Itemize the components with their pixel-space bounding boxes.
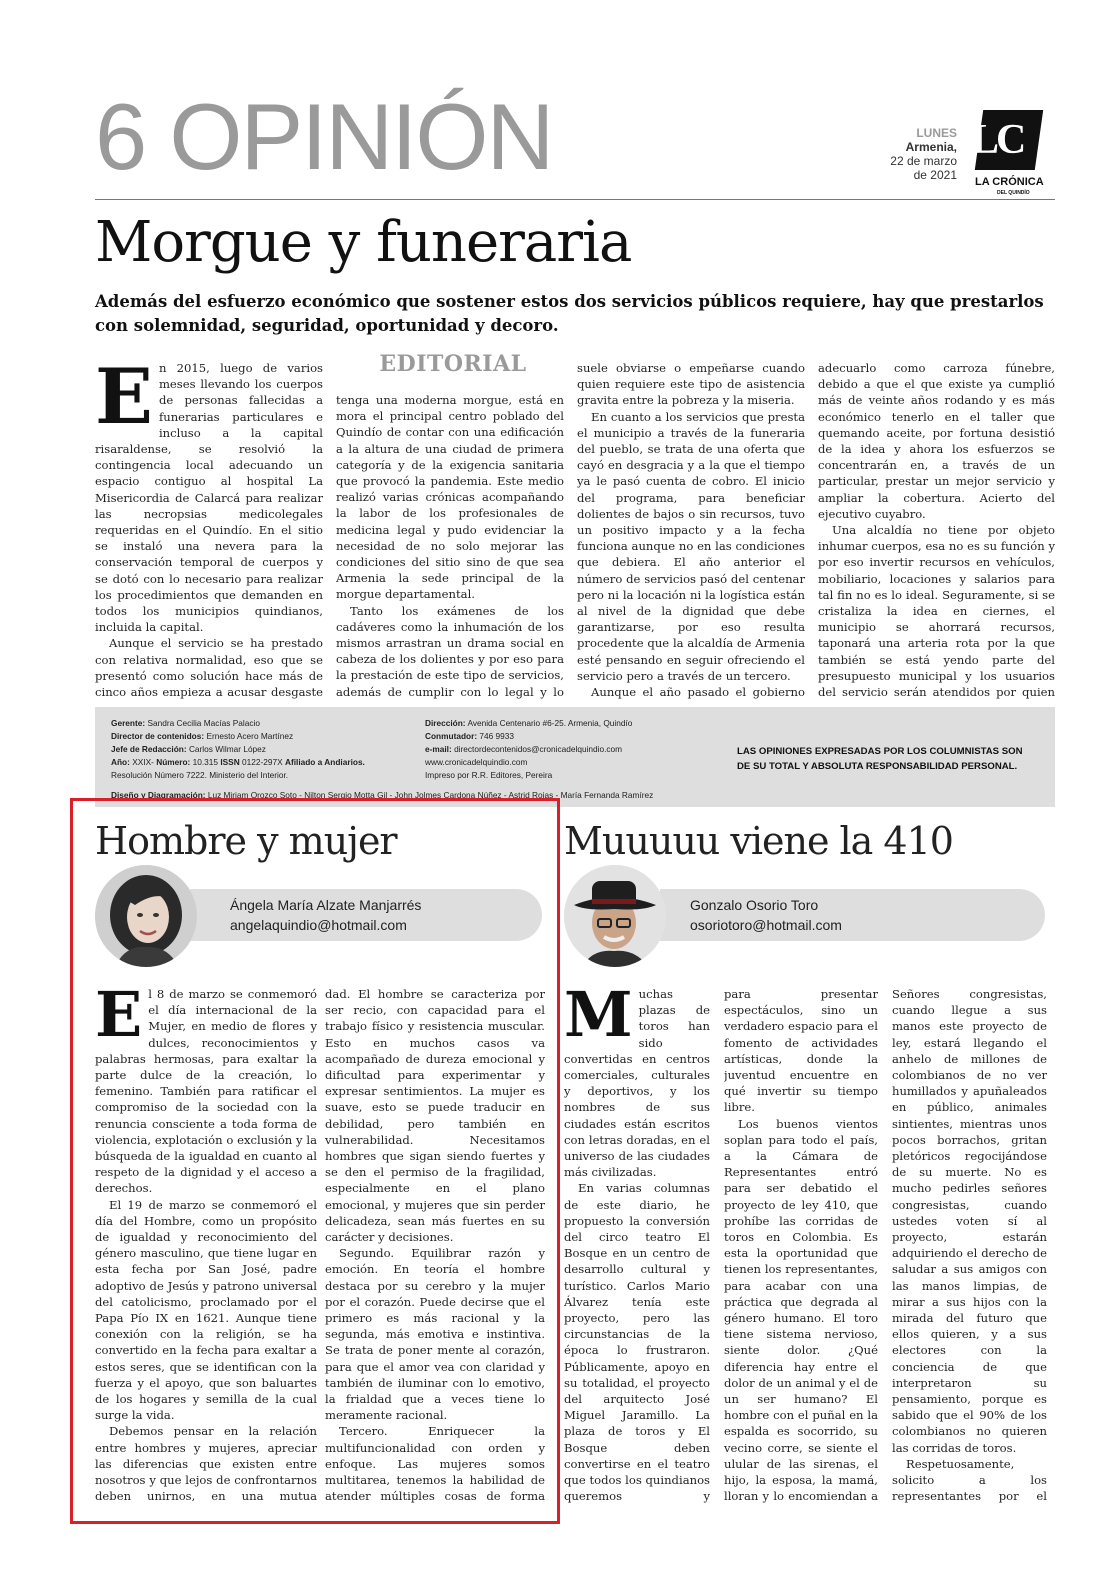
column-paragraph xyxy=(95,986,317,1197)
staff-conmutador: 746 9933 xyxy=(479,731,515,741)
editorial-column-2 xyxy=(336,392,564,700)
staff-label: e-mail: xyxy=(425,744,452,754)
column-left-author: Ángela María Alzate Manjarrés xyxy=(230,897,422,913)
date-line-2: de 2021 xyxy=(913,168,957,182)
staff-numero: 10.315 xyxy=(192,757,219,767)
author-avatar-right xyxy=(564,865,666,967)
date-line-1: 22 de marzo xyxy=(890,154,957,168)
staff-label: Director de contenidos: xyxy=(111,731,205,741)
staff-label: ISSN xyxy=(220,757,240,767)
staff-issn: 0122-297X xyxy=(242,757,283,767)
logo-name: LA CRÓNICA xyxy=(975,176,1044,188)
newspaper-logo xyxy=(967,110,1055,202)
editorial-dropcap: E xyxy=(95,360,153,441)
staff-disclaimer: LAS OPINIONES EXPRESADAS POR LOS COLUMNISTAS SON DE SU TOTAL Y ABSOLUTA RESPONSABILIDAD PERSONAL. xyxy=(737,746,1023,772)
editorial-paragraph: adecuarlo como carroza fúnebre, debido a que el que existe ya cumplió más de veinte años rodando y es más económico tenerlo en el taller que quemando aceite, por fortuna desistió de la idea y ahora los esfuerzos se concentrarán en, a través de un particular, prestar un mejor servicio y ampliar la cobertura. Acierto del ejecutivo cuyabro. xyxy=(818,361,1055,521)
editorial-paragraph: Una alcaldía no tiene por objeto inhumar cuerpos, esa no es su función y por eso invertir recursos en vehículos, mobiliario, locaciones y salarios para tal fin no es lo ideal. Seguramente, si se cristaliza la idea en ciernes, el municipio se ahorrará recursos, taponará una arteria rota por la que también se está yendo parte del presupuesto municipal y los usuarios del servicio serán atendidos por quien xyxy=(818,523,1055,700)
editorial-paragraph: Aunque el servicio se ha prestado con relativa normalidad, eso que se presentó como solución hace más de cinco años empieza a acusar desgaste xyxy=(95,636,323,700)
editorial-text: n 2015, luego de varios meses llevando los cuerpos de personas fallecidas a funerarias particulares e incluso a la capital risaraldense, se resolvió la contingencia local adecuando un espacio contiguo al hospital La Misericordia de Calarcá para realizar las necropsias medicolegales requeridas en el Quindío. En el sitio se instaló una nevera para la conservación temporal de cuerpos y se dotó con lo necesario para realizar los procedimientos que demanden en todos los municipios quindianos, incluida la capital. xyxy=(95,361,323,635)
column-paragraph: Tercero. Enriquecer la multifuncionalidad con orden y enfoque. Las mujeres somos multitarea, tenemos la habilidad de atender múltiples cosas de forma xyxy=(325,1424,545,1504)
page-header xyxy=(95,84,1055,200)
staff-right xyxy=(425,717,725,782)
staff-afiliado: Afiliado a Andiarios. xyxy=(284,757,365,767)
column-paragraph: Señores congresistas, cuando llegue a sus manos este proyecto de ley, estará llegando el anhelo de millones de colombianos de no ver humillados y apuñaleados en público, animales sintientes, mientras unos pocos borrachos, gritan pletóricos regocijándose de su muerte. No es mucho pedirles señores congresistas, cuando ustedes voten sí al proyecto, estarán adquiriendo el derecho de saludar a sus amigos con las manos limpias, de mirar a sus hijos con la mirada del futuro que ellos quieren, y a sus electores con la conciencia de que interpretaron su pensamiento, porque es sabido que el 90% de los colombianos no quieren las corridas de toros. xyxy=(892,987,1047,1455)
column-right-text-3 xyxy=(892,986,1047,1506)
column-text: l 8 de marzo se conmemoró el día internacional de la Mujer, en medio de flores y dulces, reconocimientos y palabras hermosas, para exaltar la parte dulce de la creación, lo femenino. También para ratificar el compromiso de la sociedad con la renuncia consciente a toda forma de violencia, explotación o exclusión y la búsqueda de la igualdad en cuanto al respeto de la dignidad y el acceso a derechos. xyxy=(95,987,317,1196)
column-paragraph: Respetuosamente, solicito a los representantes por el xyxy=(892,1456,1047,1504)
logo-sub: DEL QUINDÍO xyxy=(997,190,1030,196)
editorial-label: EDITORIAL xyxy=(379,351,527,377)
column-left-dropcap: E xyxy=(95,986,143,1051)
date-city: Armenia, xyxy=(905,140,957,154)
staff-direccion: Avenida Centenario #6-25. Armenia, Quindío xyxy=(467,718,633,728)
logo-letters: LC xyxy=(971,117,1024,163)
column-paragraph: Los buenos vientos soplan para todo el país, a la Cámara de Representantes entró para ser debatido el proyecto de ley 410, que prohíbe las corridas de toros en Colombia. Es esta la oportunidad que tienen los representantes, para acabar con una práctica que degrada al género humano. El toro tiene sistema nervioso, siente dolor. ¿Qué diferencia hay entre el dolor de un animal y el de un ser humano? El hombre con el puñal en la espalda es socorrido, su vecino corre, se siente el ulular de las sirenas, el hijo, la esposa, la mamá, lloran y lo encomiendan a xyxy=(724,1116,878,1504)
date-day: LUNES xyxy=(916,126,957,140)
column-right-text-2 xyxy=(724,986,878,1506)
column-right-title: Muuuuu viene la 410 xyxy=(564,819,953,863)
editorial-paragraph: suele obviarse o empeñarse cuando quien requiere este tipo de asistencia gravita entre la pobreza y la miseria. xyxy=(577,361,805,408)
staff-gerente: Sandra Cecilia Macías Palacio xyxy=(147,718,260,728)
column-text: uchas plazas de toros han sido convertidas en centros comerciales, culturales y deportivos, y los nombres de sus ciudades están escritos con letras doradas, en el universo de las ciudades más civilizadas. xyxy=(564,987,710,1180)
staff-web-link[interactable]: www.cronicadelquindio.com xyxy=(425,757,528,767)
column-paragraph: Segundo. Equilibrar razón y emoción. En teoría el hombre destaca por su cerebro y la mujer por el corazón. Puede decirse que el primero es más racional y la segunda, más emotiva e instintiva. Se trata de poner mente al corazón, para que el amor vea con claridad y también de iluminar con lo emotivo, la frialdad que a veces tiene lo meramente racional. xyxy=(325,1246,545,1423)
staff-design xyxy=(111,789,811,802)
staff-impreso: Impreso por R.R. Editores, Pereira xyxy=(425,770,553,780)
staff-label: Conmutador: xyxy=(425,731,478,741)
column-right-dropcap: M xyxy=(564,986,633,1051)
staff-diseno: Luz Miriam Orozco Soto - Nilton Sergio Motta Gil - John Jolmes Cardona Núñez - Astrid Rojas - María Fernanda Ramírez xyxy=(207,790,654,800)
staff-box xyxy=(95,707,1055,807)
man-with-hat-portrait-icon xyxy=(564,865,666,967)
column-left-email[interactable]: angelaquindio@hotmail.com xyxy=(230,917,407,933)
column-paragraph xyxy=(564,986,710,1180)
staff-label: Dirección: xyxy=(425,718,466,728)
editorial-title: Morgue y funeraria xyxy=(95,210,632,275)
editorial-column-4 xyxy=(818,360,1055,700)
staff-label: Diseño y Diagramación: xyxy=(111,790,206,800)
column-right-text-1 xyxy=(564,986,710,1506)
editorial-column-1 xyxy=(95,360,323,700)
column-paragraph: dad. El hombre se caracteriza por ser recio, con capacidad para el trabajo físico y resistencia muscular. Esto en muchos casos va acompañado de dureza emocional y dificultad para experimentar y expresar sentimientos. La mujer es suave, esto se puede traducir en debilidad, pero también en vulnerabilidad. Necesitamos hombres que sigan siendo fuertes y se den el permiso de la fragilidad, especialmente en el plano emocional, y mujeres que sin perder delicadeza, sean más fuertes en su carácter y decisiones. xyxy=(325,987,545,1245)
staff-jefe: Carlos Wilmar López xyxy=(188,744,266,754)
section-title: 6 OPINIÓN xyxy=(95,84,553,189)
editorial-paragraph: Aunque el año pasado el gobierno xyxy=(591,685,805,700)
editorial-paragraph: En cuanto a los servicios que presta el municipio a través de la funeraria del pueblo, se trata de una oferta que cayó en desgracia y a la que el tiempo ya le pasó cuenta de cobro. El inicio del programa, para beneficiar dolientes de bajos o sin recursos, tuvo un positivo impacto y a la fecha funciona aunque no en las condiciones que debiera. El año anterior el número de servicios pasó del centenar pero ni la locación ni la logística están al nivel de la dignidad que debe garantizarse, por eso resulta procedente que la alcaldía de Armenia esté pensando en seguir ofreciendo el servicio pero a través de un tercero. xyxy=(577,409,805,683)
column-paragraph: En varias columnas de este diario, he propuesto la conversión del circo teatro El Bosque en un centro de desarrollo cultural y turístico. Carlos Mario Álvarez tenía este proyecto, pero las circunstancias de la época lo frustraron. Públicamente, apoyo en su totalidad, el proyecto del arquitecto José Miguel Jaramillo. La plaza de toros y El Bosque deben convertirse en el teatro que todos los quindianos queremos y xyxy=(564,1181,710,1504)
staff-email-link[interactable]: directordecontenidos@cronicadelquindio.com xyxy=(454,744,623,754)
editorial-paragraph: Tanto los exámenes de los cadáveres como la inhumación de los mismos arrastran un drama social en cabeza de los dolientes y por eso para la prestación de este tipo de servicios, además de cumplir con lo legal y lo xyxy=(336,603,564,699)
staff-label: Número: xyxy=(156,757,191,767)
date-block xyxy=(890,126,957,182)
staff-resolucion: Resolución Número 7222. Ministerio del Interior. xyxy=(111,770,289,780)
editorial-paragraph: tenga una moderna morgue, está en mora el principal centro poblado del Quindío de contar con una edificación a la altura de una ciudad de primera categoría y de la exigencia sanitaria que provocó la pandemia. Este medio realizó varias crónicas acompañando la labor de los profesionales de medicina legal y pudo evidenciar la necesidad de no solo mejorar las condiciones del sitio sino de que sea Armenia la sede principal de la morgue departamental. xyxy=(336,393,564,602)
column-left-title: Hombre y mujer xyxy=(95,819,397,863)
editorial-lede: Además del esfuerzo económico que sostener estos dos servicios públicos requiere, hay que prestarlos con solemnidad, seguridad, oportunidad y decoro. xyxy=(95,292,1044,335)
staff-left xyxy=(111,717,411,782)
staff-label: Gerente: xyxy=(111,718,146,728)
column-paragraph: El 19 de marzo se conmemoró el día del Hombre, como un propósito de igualdad y reconocimiento del género masculino, que tiene lugar en esta fecha por San José, padre adoptivo de Jesús y patrono universal del catolicismo, proclamado por el Papa Pío IX en 1621. Aunque tiene conexión con la religión, se ha convertido en la fecha para exaltar a estos seres, que se identifican con la fuerza y el apoyo, que son baluartes de los hogares y semilla de la cual surge la vida. xyxy=(95,1197,317,1423)
staff-label: Año: xyxy=(111,757,130,767)
staff-label: Jefe de Redacción: xyxy=(111,744,187,754)
editorial-column-3 xyxy=(577,360,805,700)
staff-anio: XXIX- xyxy=(132,757,154,767)
column-left-text-1 xyxy=(95,986,317,1506)
header-divider xyxy=(95,199,1055,200)
column-paragraph: para presentar espectáculos, sino un verdadero espacio para el fomento de actividades artísticas, donde la juventud encuentre en qué invertir su tiempo libre. xyxy=(724,987,878,1115)
column-left-text-2 xyxy=(325,986,545,1506)
column-paragraph: Debemos pensar en la relación entre hombres y mujeres, apreciar las diferencias que existen entre nosotros y que lejos de confrontarnos deben unirnos, en una mutua xyxy=(95,1424,317,1504)
editorial-paragraph xyxy=(95,360,323,635)
staff-director: Ernesto Acero Martínez xyxy=(206,731,294,741)
author-avatar-left xyxy=(95,865,197,967)
column-right-email[interactable]: osoriotoro@hotmail.com xyxy=(690,917,842,933)
column-right-author: Gonzalo Osorio Toro xyxy=(690,897,819,913)
woman-portrait-icon xyxy=(95,865,197,967)
